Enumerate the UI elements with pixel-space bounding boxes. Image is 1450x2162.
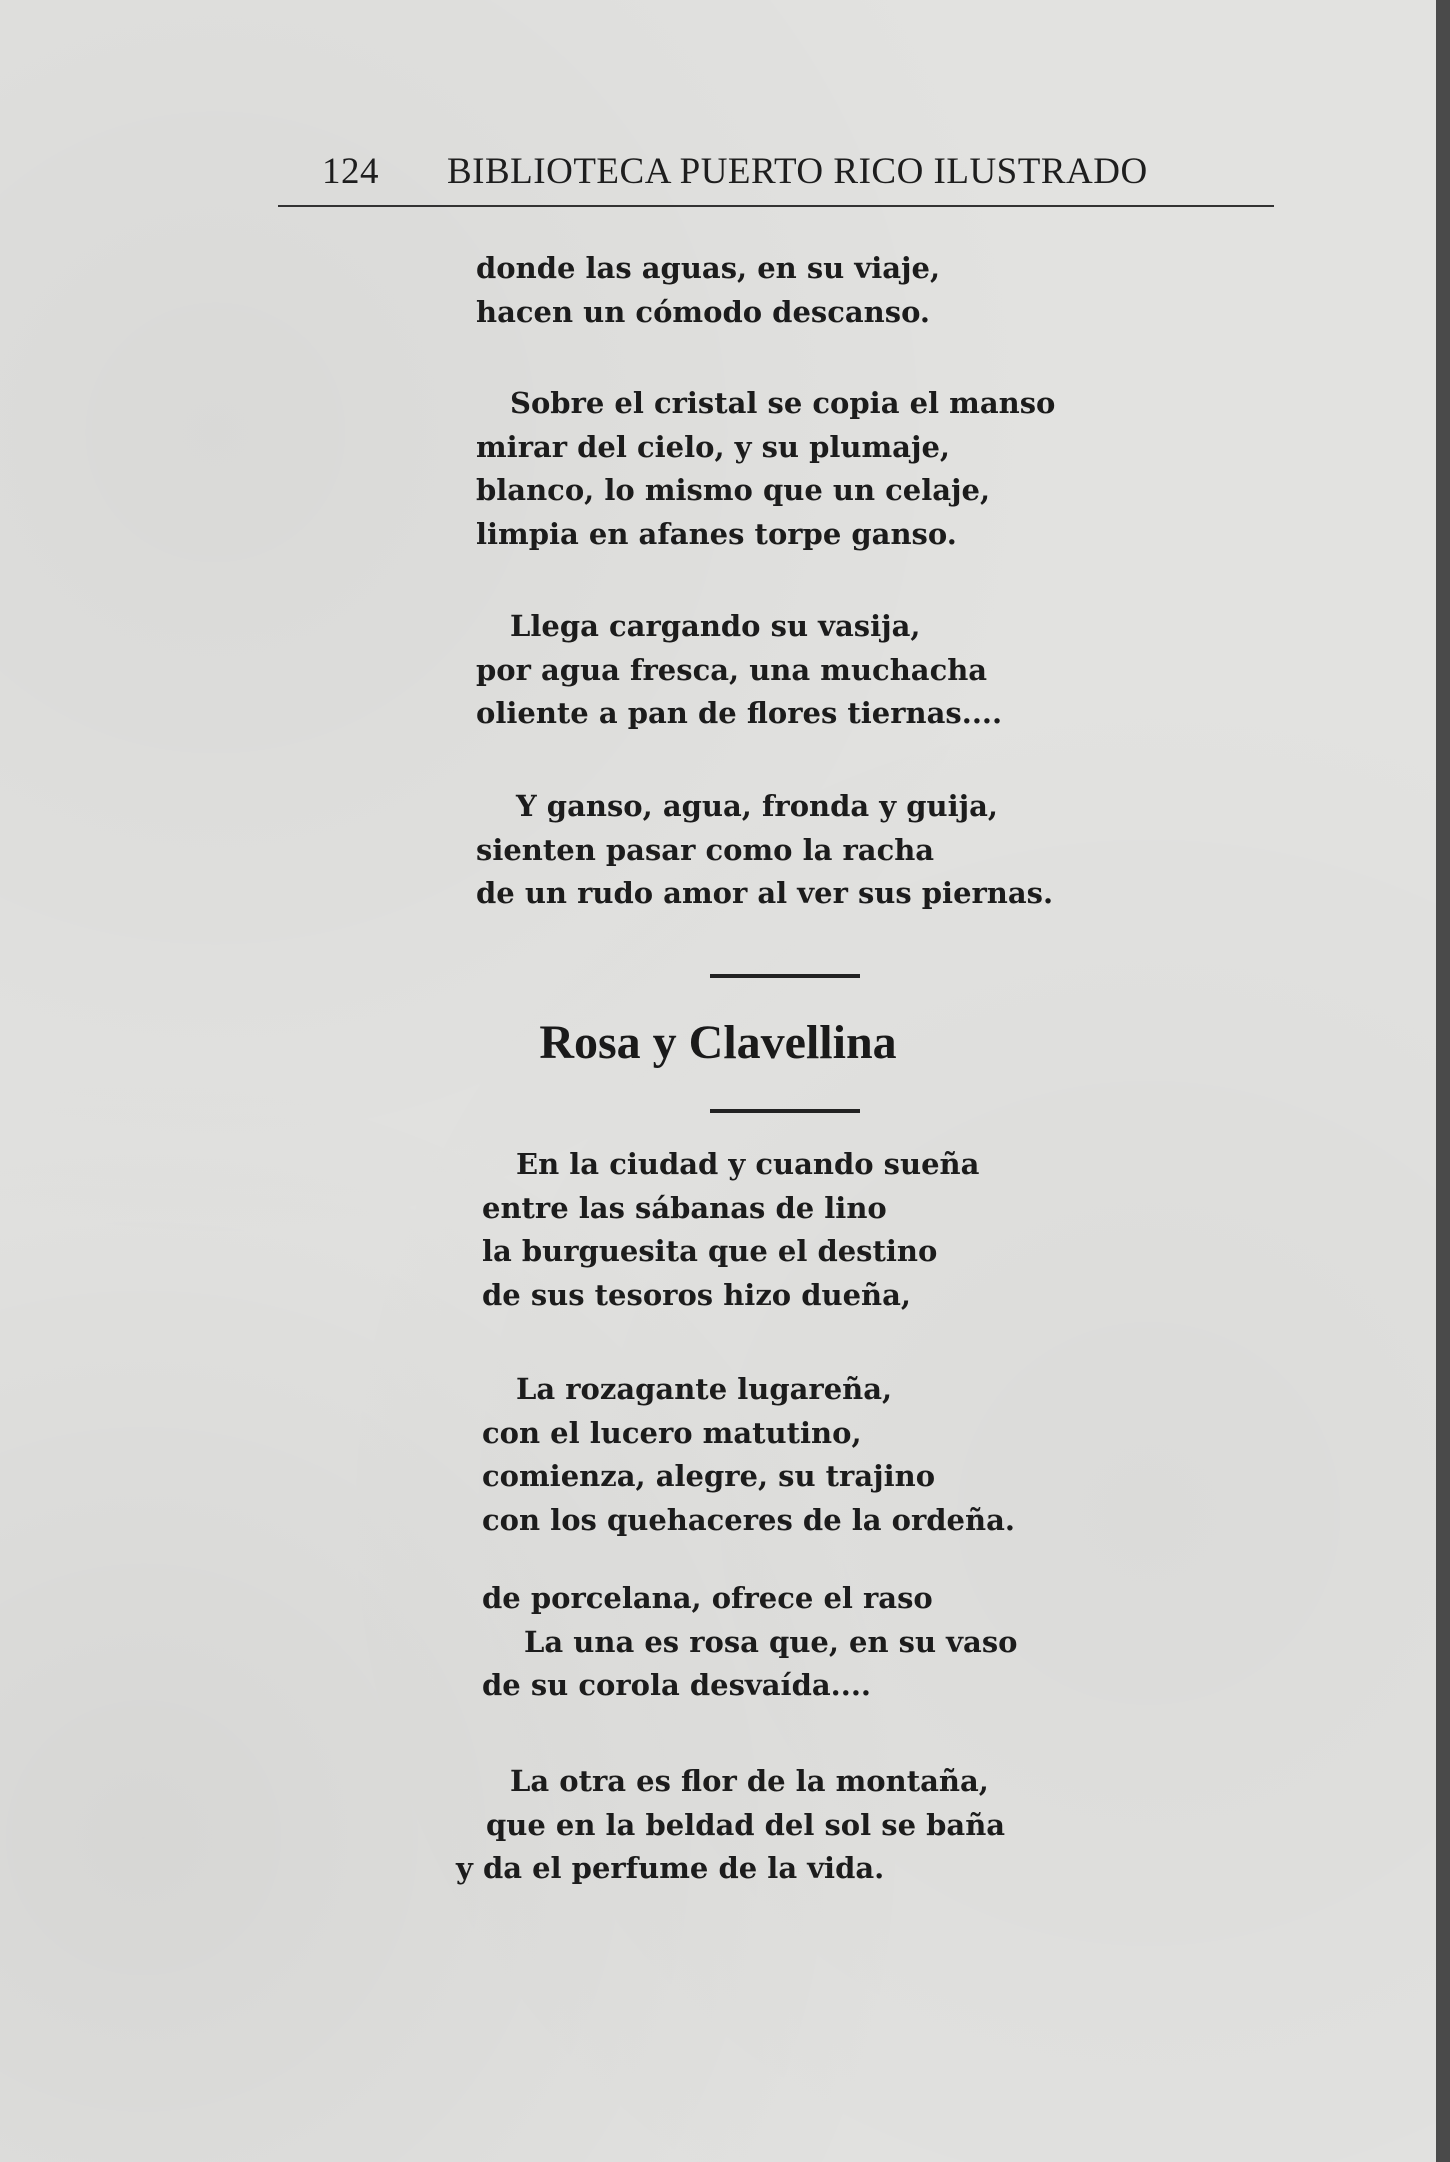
verse-line: de su corola desvaída.... — [482, 1668, 872, 1702]
stanza — [482, 1577, 1018, 1708]
stanza — [476, 382, 1055, 556]
verse-line: blanco, lo mismo que un celaje, — [476, 473, 991, 507]
verse-line: Llega cargando su vasija, — [510, 609, 921, 643]
verse-line: con los quehaceres de la ordeña. — [482, 1502, 1015, 1537]
verse-line: sienten pasar como la racha — [476, 832, 935, 867]
verse-line: Sobre el cristal se copia el manso — [510, 386, 1056, 420]
verse-line: comienza, alegre, su trajino — [482, 1459, 936, 1493]
stanza — [476, 785, 1053, 916]
page-number: 124 — [322, 151, 379, 192]
verse-line: entre las sábanas de lino — [482, 1190, 887, 1225]
running-head — [322, 150, 1242, 193]
verse-line: En la ciudad y cuando sueña — [516, 1147, 980, 1181]
ornamental-rule — [710, 974, 860, 978]
verse-line: y da el perfume de la vida. — [456, 1851, 885, 1885]
verse-line: de un rudo amor al ver sus piernas. — [476, 876, 1054, 910]
poem-title: Rosa y Clavellina — [539, 1016, 897, 1069]
verse-line: La rozagante lugareña, — [516, 1372, 893, 1406]
stanza — [476, 605, 1002, 736]
verse-line: Y ganso, agua, fronda y guija, — [516, 789, 998, 823]
verse-line: La una es rosa que, en su vaso — [524, 1624, 1018, 1659]
verse-line: por agua fresca, una muchacha — [476, 652, 988, 687]
stanza — [476, 247, 940, 334]
verse-line: hacen un cómodo descanso. — [476, 294, 931, 329]
verse-line: de sus tesoros hizo dueña, — [482, 1277, 912, 1312]
verse-line: limpia en afanes torpe ganso. — [476, 516, 957, 551]
verse-line: oliente a pan de flores tiernas.... — [476, 696, 1003, 730]
verse-line: mirar del cielo, y su plumaje, — [476, 429, 951, 464]
verse-line: la burguesita que el destino — [482, 1234, 938, 1268]
verse-line: La otra es flor de la montaña, — [510, 1764, 989, 1798]
stanza — [482, 1368, 1015, 1542]
stanza — [482, 1143, 979, 1317]
verse-line: con el lucero matutino, — [482, 1415, 862, 1450]
verse-line: donde las aguas, en su viaje, — [476, 251, 941, 285]
running-title: BIBLIOTECA PUERTO RICO ILUSTRADO — [447, 151, 1148, 192]
page-edge-shadow — [1436, 0, 1450, 2162]
header-rule — [278, 205, 1274, 207]
stanza — [456, 1760, 1005, 1891]
ornamental-rule — [710, 1109, 860, 1113]
verse-line: de porcelana, ofrece el raso — [482, 1581, 933, 1615]
verse-line: que en la beldad del sol se baña — [486, 1807, 1006, 1842]
